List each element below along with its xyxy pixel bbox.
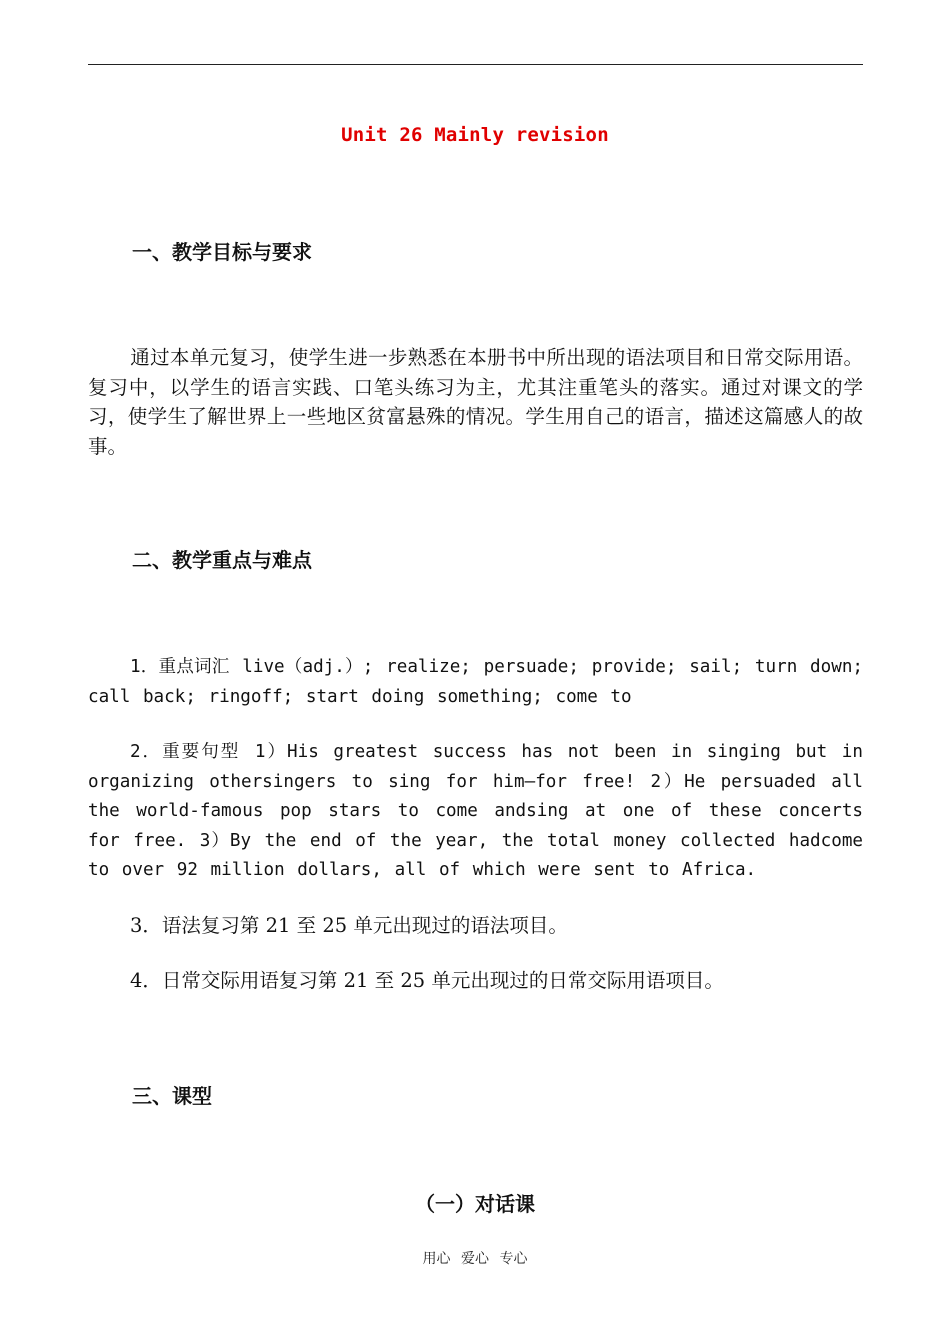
section-heading-key-points: 二、教学重点与难点 <box>132 548 312 572</box>
objectives-text: 通过本单元复习，使学生进一步熟悉在本册书中所出现的语法项目和日常交际用语。复习中，以学生的语言实践、口笔头练习为主，尤其注重笔头的落实。通过对课文的学习，使学生了解世界上一些地区贫富悬殊的情况。学生用自己的语言，描述这篇感人的故事。 <box>88 346 863 458</box>
key-vocabulary-text: 1．重点词汇 live（adj.）; realize; persuade; provide; sail; turn down; call back; ringoff; start doing something; come to <box>88 657 863 707</box>
key-sentences-text: 2．重要句型 1）His greatest success has not been in singing but in organizing othersingers to sing for him—for free! 2）He persuaded all the world-famous pop stars to come andsing at one of these concerts for free. 3）By the end of the year, the total money collected hadcome to over 92 million dollars, all of which were sent to Africa. <box>88 742 863 880</box>
header-rule <box>88 64 863 65</box>
lesson-type-subheading: （一）对话课 <box>415 1192 535 1216</box>
section-heading-lesson-type: 三、课型 <box>132 1084 212 1108</box>
expressions-review-text: 4．日常交际用语复习第 21 至 25 单元出现过的日常交际用语项目。 <box>130 969 724 992</box>
section-heading-objectives: 一、教学目标与要求 <box>132 240 312 264</box>
objectives-paragraph <box>88 343 863 461</box>
key-sentences-item <box>88 738 863 886</box>
page-footer: 用心 爱心 专心 <box>422 1251 528 1267</box>
document-title: Unit 26 Mainly revision <box>341 124 609 146</box>
key-vocabulary-item <box>88 653 863 712</box>
grammar-review-text: 3．语法复习第 21 至 25 单元出现过的语法项目。 <box>130 914 568 937</box>
expressions-review-item <box>88 966 863 996</box>
grammar-review-item <box>88 911 863 941</box>
